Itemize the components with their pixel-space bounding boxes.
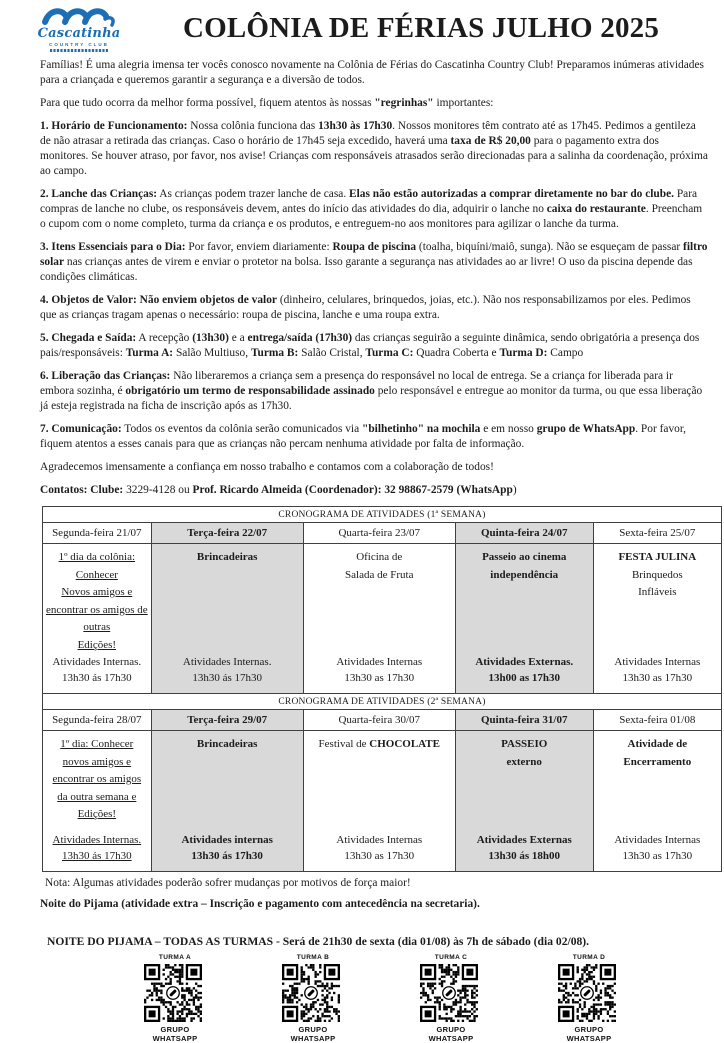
activity-schedule-line [53,670,142,686]
text-segment: filtro solar [40,241,708,268]
qr-turma-label: TURMA B [296,954,330,961]
text-segment: 13h30 ás 17h30 [61,672,132,684]
club-logo [36,3,122,52]
text-segment: e a [228,332,248,344]
activity-schedule [336,832,422,864]
schedule-caption-row [43,507,722,523]
text-segment: "bilhetinho" na mochila [362,423,481,435]
activity-schedule-line [53,654,142,670]
activity-line [618,567,696,585]
activity-schedule-line [336,848,422,864]
activity-schedule-line [183,654,272,670]
activity-schedule-line [475,670,573,686]
text-segment: Turma B: [250,347,299,359]
text-segment: 7. Comunicação: [40,423,122,435]
activity-line [53,754,142,772]
activity-line [501,736,547,754]
activity-schedule [53,654,142,686]
text-segment: encontrar os amigos de [45,603,148,616]
activity-line [53,771,142,789]
activity-schedule-line [53,832,142,848]
activity-line [46,602,148,620]
text-segment: Atividades internas [181,834,273,846]
rules-intro [40,96,708,111]
qr-group-turma-d [558,954,620,1043]
text-segment: Elas não estão autorizadas a comprar diretamente no bar do clube. [349,188,674,200]
schedule-activity-cell [43,544,152,694]
activity-line [53,736,142,754]
activity-line [345,549,413,567]
text-segment: Não liberaremos a criança sem a presença do responsável no local de entrega. Se a criança for liberada para ir embora sozinha, é [40,370,673,397]
text-segment: novos amigos e [62,755,132,768]
activity-cell-content [43,544,151,693]
activity-title [197,549,258,567]
schedule-activity-cell [303,731,455,872]
activity-title [197,736,258,754]
intro-paragraph: Famílias! É uma alegria imensa ter vocês conosco novamente na Colônia de Férias do Cascatinha Country Club! Preparamos inúmeras atividades para a criançada e queremos garantir a segurança e a diversão de todos. [40,59,704,86]
text-segment: 4. Objetos de Valor: Não enviem objetos de valor [40,294,277,306]
text-segment: externo [506,755,542,768]
text-segment: outras [83,621,111,633]
schedule-activity-cell [593,731,721,872]
text-segment: taxa de R$ 20,00 [450,135,531,147]
activity-schedule-line [477,832,572,848]
text-segment: (toalha, biquíni/maiô, sunga). Não se esqueçam de passar [416,241,684,253]
text-segment: nas crianças antes de virem e enviar o protetor na bolsa. Isso garante a segurança nas atividades ao ar livre! O uso da piscina depende das condições climáticas. [40,256,693,283]
rule-1-horario [40,119,708,179]
text-segment: Brincadeiras [196,738,258,750]
activity-cell-content [152,731,303,871]
text-segment: Atividades Internas. [52,656,142,668]
text-segment: Contatos: Clube: [40,484,124,496]
activity-line [197,736,258,754]
text-segment: 13h30 ás 17h30 [192,672,262,684]
text-segment: Atividade de Encerramento [623,738,692,768]
logo-club-subtitle: COUNTRY CLUB [49,42,109,47]
text-segment: 13h30 às 17h30 [318,120,393,132]
text-segment: caixa do restaurante [546,203,646,215]
whatsapp-qr-code-turma-b [282,964,340,1022]
schedule-activity-cell [593,544,721,694]
text-segment: obrigatório um termo de responsabilidade assinado [125,385,375,397]
pijama-heading: NOITE DO PIJAMA – TODAS AS TURMAS - Será de 21h30 de sexta (dia 01/08) às 7h de sábado (dia 02/08). [47,935,590,948]
text-segment: 13h30 as 17h30 [344,850,415,862]
text-segment: Para que tudo ocorra da melhor forma possível, fiquem atentos às nossas [40,97,375,109]
text-segment: Atividades Internas. [182,656,272,668]
qr-turma-label: TURMA D [572,954,606,961]
activity-line [53,789,142,807]
activity-schedule-line [181,832,272,848]
text-segment: da outra semana e [57,790,137,803]
schedule-day-header: Quarta-feira 23/07 [303,523,455,544]
activity-line [482,549,566,567]
text-segment: Turma D: [499,347,548,359]
activity-line [618,549,696,567]
qr-caption: GRUPO WHATSAPP [152,1025,198,1043]
text-segment: Campo [547,347,584,359]
activity-cell-content [304,731,455,871]
text-segment: encontrar os amigos [52,773,142,785]
activity-schedule-line [183,670,272,686]
text-segment: Conhecer [75,568,118,581]
activity-schedule-line [181,848,272,864]
text-segment: Passeio ao cinema [482,551,567,563]
text-segment: PASSEIO [501,738,548,750]
rule-5-chegada [40,331,708,361]
schedule-week2-table [42,693,722,872]
text-segment: Salão Cristal, [298,347,366,359]
schedule-day-header: Quarta-feira 30/07 [303,710,455,731]
schedule-day-header: Sexta-feira 25/07 [593,523,721,544]
text-segment: Festival de [318,738,370,750]
text-segment: das crianças seguirão a seguinte dinâmica, sendo obrigatória a presença dos pais/responsáveis: [40,332,700,359]
text-segment: Turma C: [365,347,414,359]
text-segment: independência [490,568,559,581]
qr-group-turma-c [420,954,482,1043]
text-segment: Atividades Internas [614,656,701,668]
activity-line [46,567,148,585]
text-segment: Roupa de piscina [332,241,417,253]
text-segment: 1. Horário de Funcionamento: [40,120,188,132]
text-segment: Atividades Externas [476,834,572,846]
text-segment: Salada de Fruta [345,568,414,581]
activity-schedule-line [614,654,700,670]
activity-schedule-line [336,670,422,686]
schedule-activity-cell [43,731,152,872]
activity-schedule [477,832,572,864]
schedule-day-header: Terça-feira 29/07 [151,710,303,731]
text-segment: . Nossos monitores têm contrato até as 17h45. Pedimos a gentileza de não atrasar a retirada das crianças. Caso o horário de 17h45 seja excedido, haverá uma [40,120,696,147]
rule-3-itens [40,240,708,285]
activity-cell-content [304,544,455,693]
schedule-activity-cell [455,731,593,872]
text-segment: 13h30 as 17h30 [622,672,693,684]
activity-schedule-line [475,654,573,670]
activity-schedule [336,654,422,686]
activity-schedule [183,654,272,686]
qr-turma-label: TURMA C [434,954,468,961]
schedule-caption-row [43,694,722,710]
text-segment: Atividades Internas [614,834,701,846]
text-segment: Brinquedos [631,568,683,581]
text-segment: (dinheiro, celulares, brinquedos, joias, etc.). Não nos responsabilizamos por eles. Pedimos que as crianças tragam apenas o necessário: roupa de piscina, lanche e uma roupa extra. [40,294,691,321]
activity-line [46,549,148,567]
text-segment: Quadra Coberta e [413,347,500,359]
rule-7-comunicacao [40,422,708,452]
text-segment: A recepção [136,332,193,344]
text-segment: Edições! [77,808,117,820]
text-segment: 3. Itens Essenciais para o Dia: [40,241,186,253]
activity-schedule-line [477,848,572,864]
text-segment: Turma A: [125,347,174,359]
schedule-content-row [43,731,722,872]
page-title: COLÔNIA DE FÉRIAS JULHO 2025 [182,12,660,44]
text-segment: grupo de WhatsApp [536,423,636,435]
text-segment: 1º dia da colônia: [58,551,136,563]
activity-line [53,806,142,824]
rule-2-lanche [40,187,708,232]
logo-waves-icon [40,3,118,28]
schedule-day-header: Segunda-feira 28/07 [43,710,152,731]
text-segment: Atividades Internas [336,656,423,668]
schedule-day-header: Terça-feira 22/07 [151,523,303,544]
activity-schedule-line [53,848,142,864]
activity-cell-content [594,544,721,693]
schedule-days-row [43,710,722,731]
text-segment: . Por favor, fiquem atentos a esses canais para que as crianças não percam nenhuma atividade por falta de informação. [40,423,687,450]
schedule-day-header: Sexta-feira 01/08 [593,710,721,731]
text-segment: Infláveis [638,586,677,598]
schedule-week1-table [42,506,722,694]
schedule-activity-cell [455,544,593,694]
text-segment: pelo responsável e entregue ao monitor da turma, ou que essa liberação já esteja registrada na ficha de inscrição após as 17h30. [40,385,703,412]
activity-title [596,736,719,771]
text-segment: Brincadeiras [196,551,258,563]
activity-schedule [614,832,700,864]
activity-cell-content [43,731,151,871]
activity-title [46,549,148,654]
activity-schedule [475,654,573,686]
qr-turma-label: TURMA A [158,954,192,961]
activity-line [46,584,148,602]
activity-title [53,736,142,824]
text-segment: 6. Liberação das Crianças: [40,370,171,382]
schedule-activity-cell [151,731,303,872]
text-segment: Prof. Ricardo Almeida (Coordenador): 32 98867-2579 (WhatsApp [192,484,513,496]
activity-cell-content [456,731,593,871]
logo-tagline [50,49,108,52]
text-segment: Atividades Internas [336,834,423,846]
text-segment: ) [512,484,517,496]
schedule-day-header: Quinta-feira 31/07 [455,710,593,731]
text-segment: Nossa colônia funciona das [187,120,319,132]
text-segment: 3229-4128 ou [123,484,193,496]
text-segment: Atividades Internas. [52,834,142,846]
activity-line [501,754,547,772]
text-segment: . Preencham o cupom com o nome completo, turma da criança e os produtos, e entreguem-no aos monitores para agilizar o lanche da turma. [40,203,703,230]
text-segment: importantes: [433,97,494,109]
text-segment: Atividades Externas. [475,656,574,668]
text-segment: 5. Chegada e Saída: [40,332,137,344]
text-segment: 13h30 ás 17h30 [191,850,263,862]
activity-schedule-line [614,832,700,848]
text-segment: Todos os eventos da colônia serão comunicados via [121,423,362,435]
qr-caption: GRUPO WHATSAPP [428,1025,474,1043]
text-segment: "regrinhas" [374,97,434,109]
text-segment: 13h30 ás 17h30 [61,850,132,862]
activity-schedule-line [614,848,700,864]
activity-line [319,736,440,754]
whatsapp-qr-code-turma-d [558,964,616,1022]
activity-line [46,619,148,637]
schedule-day-header: Quinta-feira 24/07 [455,523,593,544]
whatsapp-qr-code-turma-c [420,964,478,1022]
page-header [0,0,724,56]
qr-caption: GRUPO WHATSAPP [290,1025,336,1043]
document-body [40,58,724,1043]
activity-title [345,549,413,584]
schedule-caption: CRONOGRAMA DE ATIVIDADES (1ª SEMANA) [43,507,722,523]
activity-line [482,567,566,585]
whatsapp-qr-row [40,954,724,1043]
note-line: Nota: Algumas atividades poderão sofrer mudanças por motivos de força maior! [45,877,411,889]
activity-cell-content [594,731,721,871]
text-segment: para o pagamento extra dos monitores. Se houver atraso, por favor, nos avise! Crianças com responsáveis atrasados serão direcionadas para a salinha da coordenação, próxima ao campo. [40,135,708,177]
text-segment: 13h30 as 17h30 [622,850,693,862]
pijama-extra-line: Noite do Pijama (atividade extra – Inscrição e pagamento com antecedência na secretaria). [40,898,480,910]
text-segment: CHOCOLATE [369,738,440,750]
activity-line [345,567,413,585]
activity-line [596,736,719,771]
text-segment: Por favor, enviem diariamente: [185,241,333,253]
text-segment: entrega/saída (17h30) [247,332,353,344]
activity-schedule-line [614,670,700,686]
whatsapp-qr-code-turma-a [144,964,202,1022]
activity-line [618,584,696,602]
schedule-activity-cell [303,544,455,694]
text-segment: e em nosso [480,423,537,435]
qr-group-turma-a [144,954,206,1043]
text-segment: Salão Multiuso, [173,347,251,359]
text-segment: As crianças podem trazer lanche de casa. [157,188,350,200]
activity-cell-content [152,544,303,693]
schedule-activity-cell [151,544,303,694]
logo-club-name: Cascatinha [37,26,121,41]
text-segment: Edições! [77,638,117,651]
activity-title [319,736,440,754]
activity-title [482,549,566,584]
activity-schedule-line [336,654,422,670]
activity-line [46,637,148,655]
schedule-day-header: Segunda-feira 21/07 [43,523,152,544]
activity-schedule [53,832,142,864]
text-segment: 13h00 as 17h30 [488,672,560,684]
activity-title [618,549,696,602]
text-segment: Para compras de lanche no clube, os responsáveis devem, antes do início das atividades do dia, adquirir o lanche no [40,188,698,215]
schedule-days-row [43,523,722,544]
text-segment: Novos amigos e [61,586,133,598]
text-segment: 13h30 ás 18h00 [488,850,560,862]
text-segment: 13h30 as 17h30 [344,672,415,684]
activity-line [197,549,258,567]
schedule-caption: CRONOGRAMA DE ATIVIDADES (2ª SEMANA) [43,694,722,710]
text-segment: FESTA JULINA [618,551,697,563]
qr-group-turma-b [282,954,344,1043]
rule-4-objetos [40,293,708,323]
contacts-line [40,483,708,498]
activity-schedule-line [336,832,422,848]
text-segment: (13h30) [192,332,229,344]
schedule-content-row [43,544,722,694]
thanks-line: Agradecemos imensamente a confiança em nosso trabalho e contamos com a colaboração de todos! [40,461,494,473]
activity-schedule [181,832,272,864]
activity-cell-content [456,544,593,693]
qr-caption: GRUPO WHATSAPP [566,1025,612,1043]
text-segment: 2. Lanche das Crianças: [40,188,158,200]
activity-title [501,736,547,771]
activity-schedule [614,654,700,686]
text-segment: Oficina de [356,551,403,563]
rule-6-liberacao [40,369,708,414]
text-segment: 1º dia: Conhecer [60,738,134,750]
